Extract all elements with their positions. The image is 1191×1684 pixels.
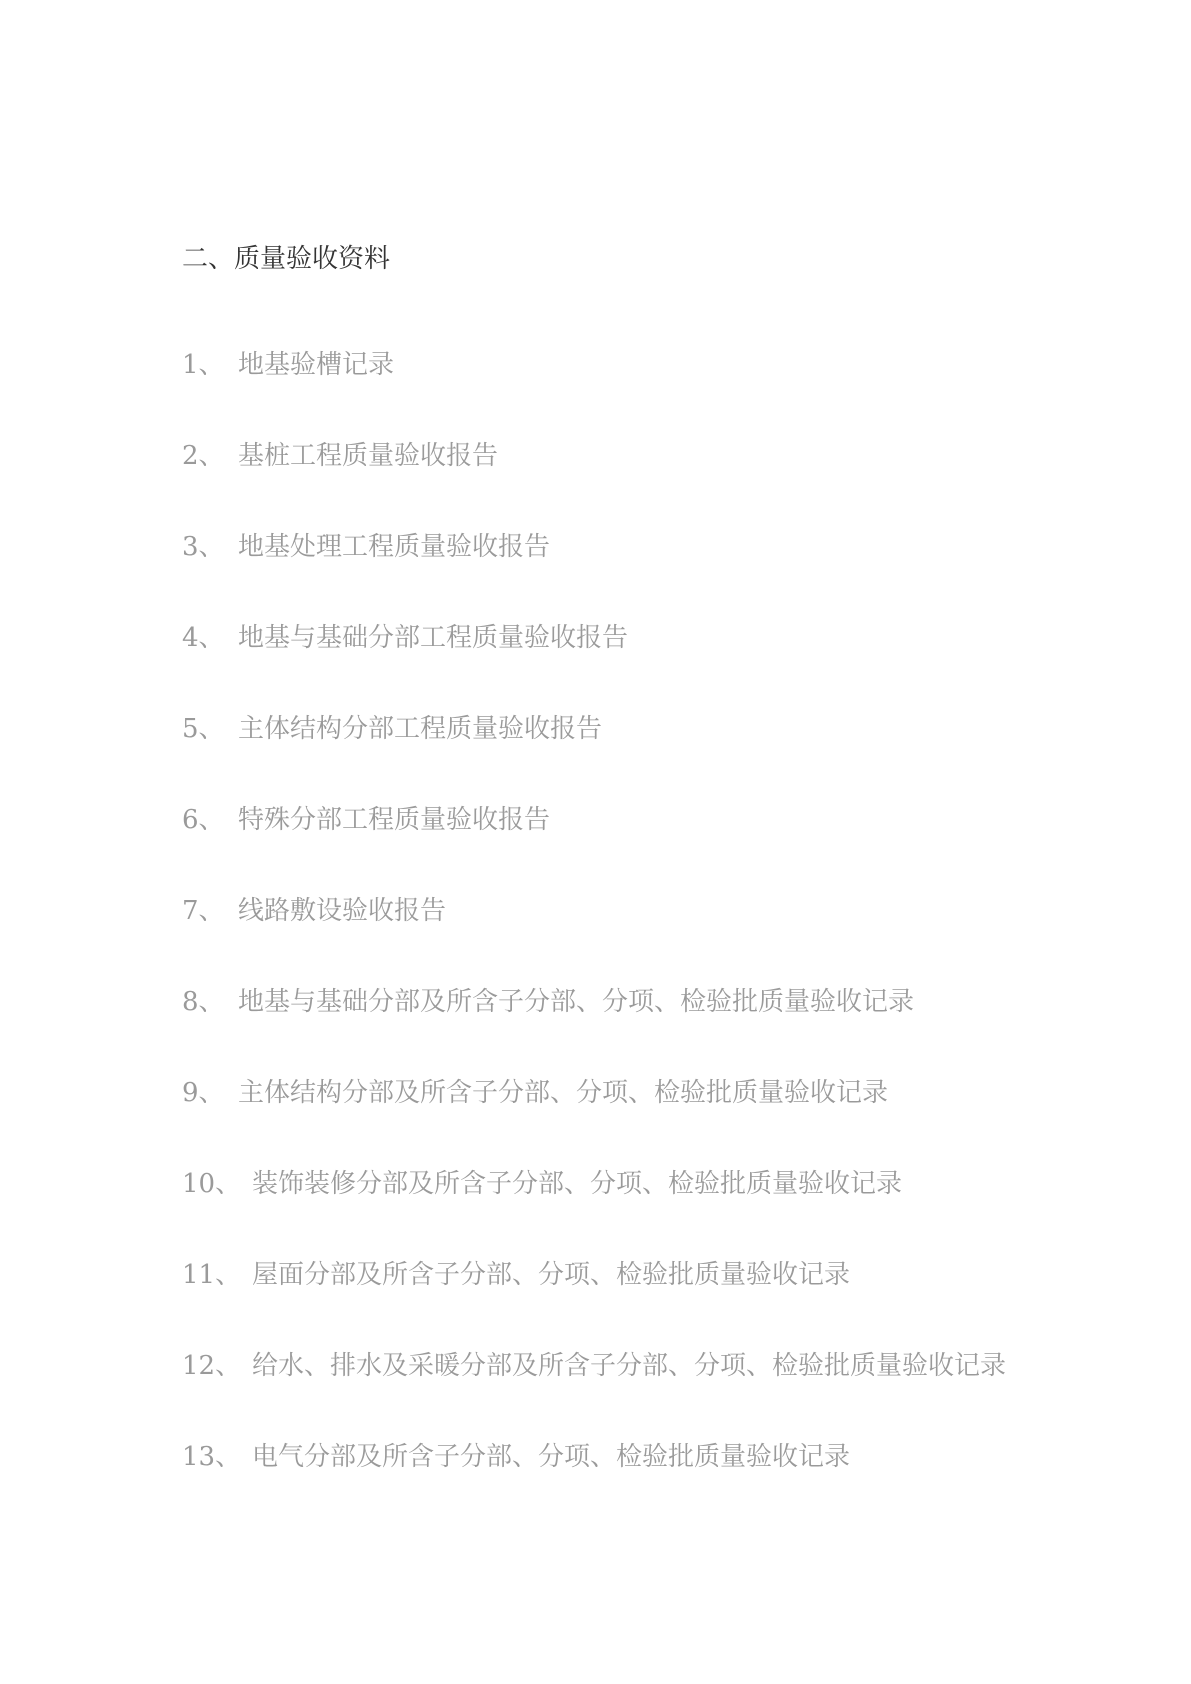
document-list bbox=[182, 334, 1022, 1517]
item-text: 地基验槽记录 bbox=[238, 350, 395, 380]
list-item bbox=[182, 880, 1022, 942]
list-item bbox=[182, 971, 1022, 1033]
list-item bbox=[182, 1335, 1022, 1397]
list-item bbox=[182, 334, 1022, 396]
section-heading: 二、质量验收资料 bbox=[182, 244, 391, 274]
item-text: 地基与基础分部及所含子分部、分项、检验批质量验收记录 bbox=[238, 987, 915, 1017]
list-item bbox=[182, 1153, 1022, 1215]
item-number: 7、 bbox=[182, 896, 225, 926]
item-number: 5、 bbox=[182, 714, 225, 744]
list-item bbox=[182, 789, 1022, 851]
item-number: 12、 bbox=[182, 1351, 242, 1381]
item-text: 地基处理工程质量验收报告 bbox=[238, 532, 551, 562]
item-number: 6、 bbox=[182, 805, 225, 835]
item-text: 给水、排水及采暖分部及所含子分部、分项、检验批质量验收记录 bbox=[252, 1351, 1007, 1381]
item-text: 地基与基础分部工程质量验收报告 bbox=[238, 623, 629, 653]
list-item bbox=[182, 425, 1022, 487]
item-number: 10、 bbox=[182, 1169, 242, 1199]
item-number: 8、 bbox=[182, 987, 225, 1017]
item-number: 13、 bbox=[182, 1442, 242, 1472]
list-item bbox=[182, 1062, 1022, 1124]
item-number: 1、 bbox=[182, 350, 225, 380]
list-item bbox=[182, 1244, 1022, 1306]
item-text: 主体结构分部工程质量验收报告 bbox=[238, 714, 603, 744]
list-item bbox=[182, 607, 1022, 669]
list-item bbox=[182, 1426, 1022, 1488]
item-number: 9、 bbox=[182, 1078, 225, 1108]
item-text: 装饰装修分部及所含子分部、分项、检验批质量验收记录 bbox=[252, 1169, 903, 1199]
item-text: 特殊分部工程质量验收报告 bbox=[238, 805, 551, 835]
item-number: 11、 bbox=[182, 1260, 242, 1290]
list-item bbox=[182, 698, 1022, 760]
item-text: 电气分部及所含子分部、分项、检验批质量验收记录 bbox=[252, 1442, 851, 1472]
item-text: 屋面分部及所含子分部、分项、检验批质量验收记录 bbox=[252, 1260, 851, 1290]
item-number: 3、 bbox=[182, 532, 225, 562]
item-text: 基桩工程质量验收报告 bbox=[238, 441, 499, 471]
list-item bbox=[182, 516, 1022, 578]
item-text: 主体结构分部及所含子分部、分项、检验批质量验收记录 bbox=[238, 1078, 889, 1108]
item-text: 线路敷设验收报告 bbox=[238, 896, 447, 926]
item-number: 2、 bbox=[182, 441, 225, 471]
item-number: 4、 bbox=[182, 623, 225, 653]
